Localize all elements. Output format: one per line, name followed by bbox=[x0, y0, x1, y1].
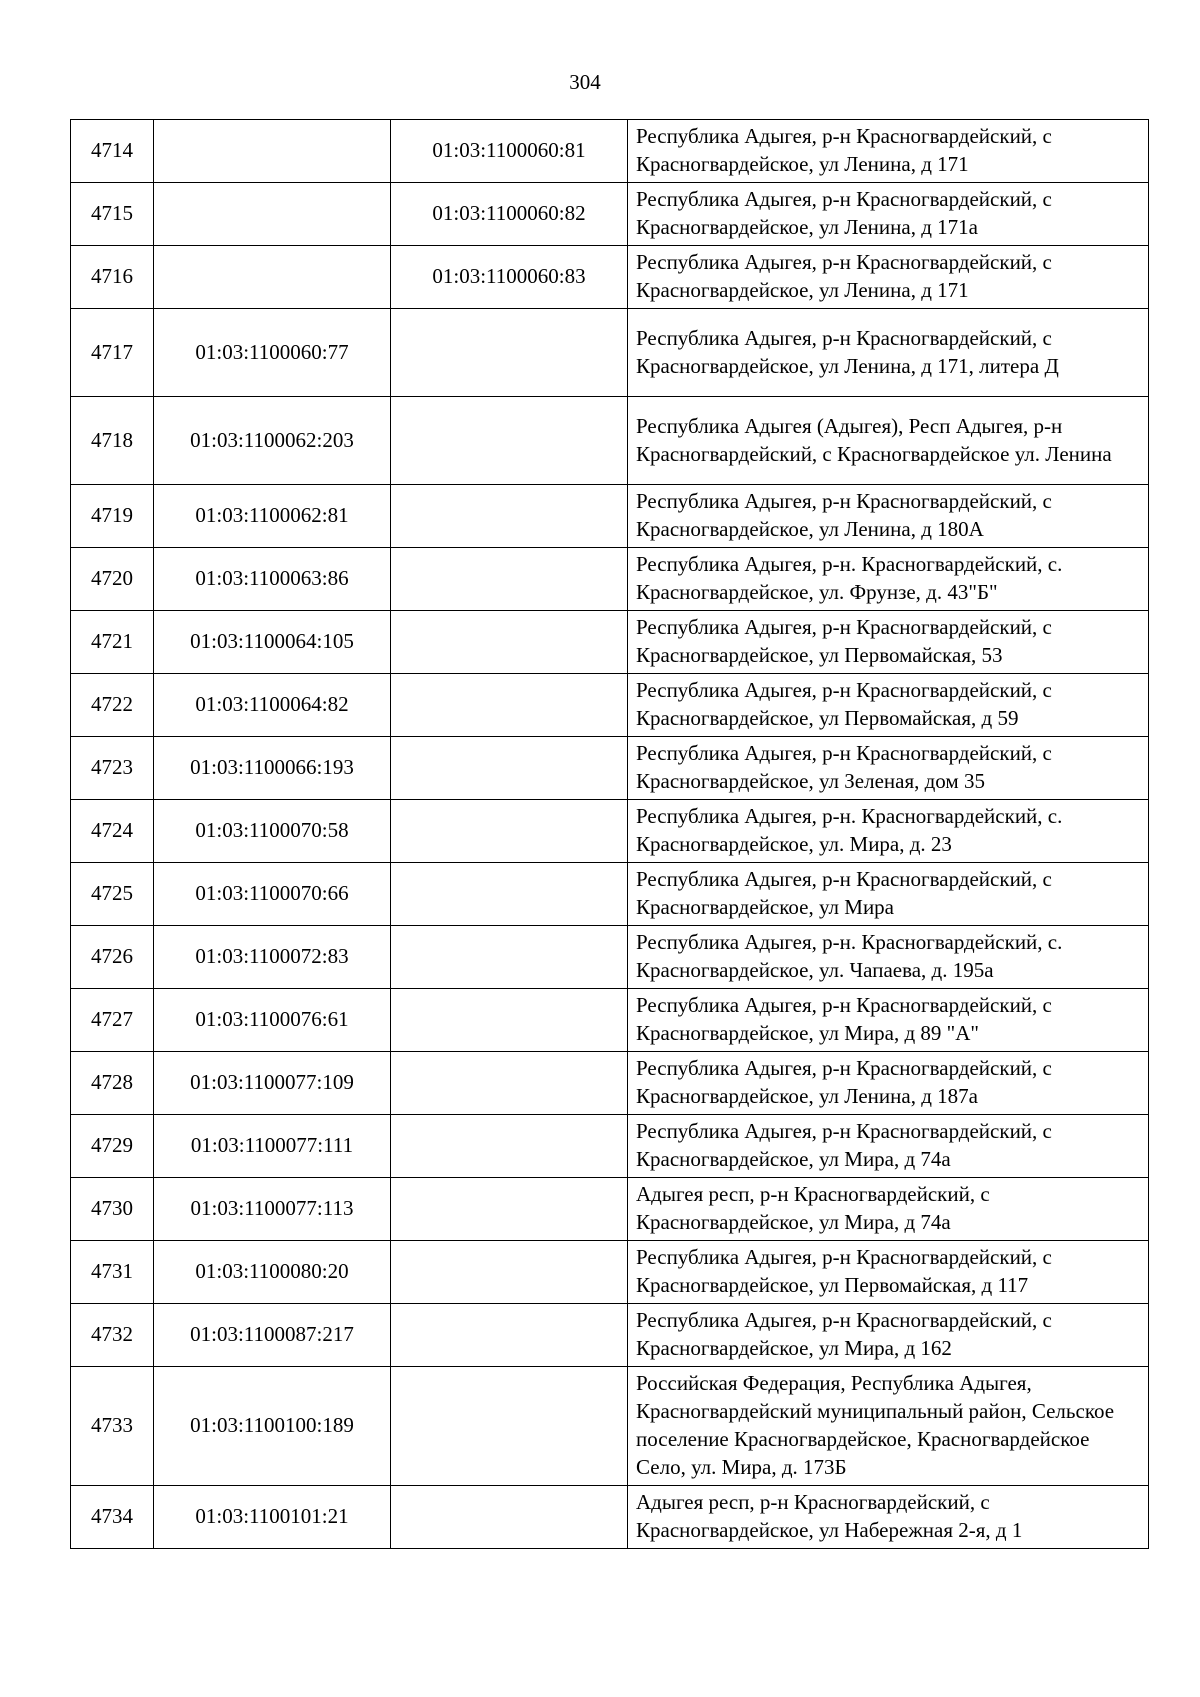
cadastral-number-cell: 01:03:1100070:58 bbox=[154, 800, 391, 863]
cadastral-number-cell: 01:03:1100080:20 bbox=[154, 1241, 391, 1304]
row-number-cell: 4720 bbox=[71, 548, 154, 611]
cadastral-number-cell: 01:03:1100077:111 bbox=[154, 1115, 391, 1178]
row-number-cell: 4717 bbox=[71, 309, 154, 397]
row-number-cell: 4732 bbox=[71, 1304, 154, 1367]
table-row bbox=[71, 1178, 1149, 1241]
building-cadastral-number-cell bbox=[391, 989, 628, 1052]
row-number-cell: 4718 bbox=[71, 397, 154, 485]
address-cell: Республика Адыгея, р-н Красногвардейский, с Красногвардейское, ул Ленина, д 171 bbox=[628, 246, 1149, 309]
row-number-cell: 4721 bbox=[71, 611, 154, 674]
row-number-cell: 4722 bbox=[71, 674, 154, 737]
table-row bbox=[71, 183, 1149, 246]
building-cadastral-number-cell bbox=[391, 611, 628, 674]
address-cell: Республика Адыгея, р-н. Красногвардейский, с. Красногвардейское, ул. Чапаева, д. 195а bbox=[628, 926, 1149, 989]
row-number-cell: 4728 bbox=[71, 1052, 154, 1115]
building-cadastral-number-cell bbox=[391, 1486, 628, 1549]
address-cell: Республика Адыгея, р-н Красногвардейский, с Красногвардейское, ул Мира, д 89 "А" bbox=[628, 989, 1149, 1052]
table-row bbox=[71, 737, 1149, 800]
table-row bbox=[71, 1115, 1149, 1178]
table-row bbox=[71, 1304, 1149, 1367]
registry-table-body bbox=[71, 120, 1149, 1549]
row-number-cell: 4716 bbox=[71, 246, 154, 309]
building-cadastral-number-cell: 01:03:1100060:82 bbox=[391, 183, 628, 246]
cadastral-number-cell: 01:03:1100062:203 bbox=[154, 397, 391, 485]
row-number-cell: 4723 bbox=[71, 737, 154, 800]
cadastral-number-cell: 01:03:1100062:81 bbox=[154, 485, 391, 548]
page-number: 304 bbox=[569, 70, 601, 94]
building-cadastral-number-cell bbox=[391, 548, 628, 611]
table-row bbox=[71, 397, 1149, 485]
address-cell: Республика Адыгея, р-н Красногвардейский, с Красногвардейское, ул Зеленая, дом 35 bbox=[628, 737, 1149, 800]
cadastral-number-cell: 01:03:1100077:113 bbox=[154, 1178, 391, 1241]
row-number-cell: 4727 bbox=[71, 989, 154, 1052]
cadastral-number-cell: 01:03:1100063:86 bbox=[154, 548, 391, 611]
building-cadastral-number-cell bbox=[391, 1115, 628, 1178]
table-row bbox=[71, 611, 1149, 674]
row-number-cell: 4734 bbox=[71, 1486, 154, 1549]
table-row bbox=[71, 309, 1149, 397]
building-cadastral-number-cell bbox=[391, 737, 628, 800]
building-cadastral-number-cell bbox=[391, 1178, 628, 1241]
table-row bbox=[71, 1052, 1149, 1115]
building-cadastral-number-cell bbox=[391, 1052, 628, 1115]
table-row bbox=[71, 1367, 1149, 1486]
row-number-cell: 4719 bbox=[71, 485, 154, 548]
table-row bbox=[71, 989, 1149, 1052]
cadastral-number-cell bbox=[154, 183, 391, 246]
row-number-cell: 4715 bbox=[71, 183, 154, 246]
table-row bbox=[71, 1486, 1149, 1549]
table-row bbox=[71, 548, 1149, 611]
address-cell: Республика Адыгея, р-н Красногвардейский, с Красногвардейское, ул Ленина, д 187а bbox=[628, 1052, 1149, 1115]
building-cadastral-number-cell: 01:03:1100060:83 bbox=[391, 246, 628, 309]
address-cell: Республика Адыгея, р-н Красногвардейский, с Красногвардейское, ул Ленина, д 171 bbox=[628, 120, 1149, 183]
cadastral-number-cell: 01:03:1100076:61 bbox=[154, 989, 391, 1052]
table-row bbox=[71, 246, 1149, 309]
address-cell: Республика Адыгея, р-н Красногвардейский, с Красногвардейское, ул Первомайская, 53 bbox=[628, 611, 1149, 674]
cadastral-number-cell: 01:03:1100101:21 bbox=[154, 1486, 391, 1549]
registry-table bbox=[70, 119, 1149, 1549]
address-cell: Республика Адыгея, р-н. Красногвардейский, с. Красногвардейское, ул. Фрунзе, д. 43"Б" bbox=[628, 548, 1149, 611]
row-number-cell: 4725 bbox=[71, 863, 154, 926]
cadastral-number-cell: 01:03:1100072:83 bbox=[154, 926, 391, 989]
building-cadastral-number-cell bbox=[391, 926, 628, 989]
cadastral-number-cell: 01:03:1100070:66 bbox=[154, 863, 391, 926]
row-number-cell: 4729 bbox=[71, 1115, 154, 1178]
address-cell: Адыгея респ, р-н Красногвардейский, с Красногвардейское, ул Набережная 2-я, д 1 bbox=[628, 1486, 1149, 1549]
table-row bbox=[71, 863, 1149, 926]
address-cell: Республика Адыгея, р-н. Красногвардейский, с. Красногвардейское, ул. Мира, д. 23 bbox=[628, 800, 1149, 863]
cadastral-number-cell: 01:03:1100064:105 bbox=[154, 611, 391, 674]
row-number-cell: 4724 bbox=[71, 800, 154, 863]
cadastral-number-cell: 01:03:1100100:189 bbox=[154, 1367, 391, 1486]
address-cell: Республика Адыгея, р-н Красногвардейский, с Красногвардейское, ул Ленина, д 180А bbox=[628, 485, 1149, 548]
address-cell: Республика Адыгея, р-н Красногвардейский, с Красногвардейское, ул Мира, д 162 bbox=[628, 1304, 1149, 1367]
address-cell: Адыгея респ, р-н Красногвардейский, с Красногвардейское, ул Мира, д 74а bbox=[628, 1178, 1149, 1241]
row-number-cell: 4731 bbox=[71, 1241, 154, 1304]
row-number-cell: 4726 bbox=[71, 926, 154, 989]
building-cadastral-number-cell bbox=[391, 485, 628, 548]
address-cell: Республика Адыгея, р-н Красногвардейский, с Красногвардейское, ул Мира, д 74а bbox=[628, 1115, 1149, 1178]
building-cadastral-number-cell bbox=[391, 1241, 628, 1304]
table-row bbox=[71, 1241, 1149, 1304]
address-cell: Республика Адыгея, р-н Красногвардейский, с Красногвардейское, ул Мира bbox=[628, 863, 1149, 926]
address-cell: Республика Адыгея, р-н Красногвардейский, с Красногвардейское, ул Первомайская, д 117 bbox=[628, 1241, 1149, 1304]
table-row bbox=[71, 120, 1149, 183]
building-cadastral-number-cell bbox=[391, 674, 628, 737]
building-cadastral-number-cell bbox=[391, 397, 628, 485]
building-cadastral-number-cell: 01:03:1100060:81 bbox=[391, 120, 628, 183]
address-cell: Республика Адыгея, р-н Красногвардейский, с Красногвардейское, ул Первомайская, д 59 bbox=[628, 674, 1149, 737]
table-row bbox=[71, 674, 1149, 737]
building-cadastral-number-cell bbox=[391, 1367, 628, 1486]
cadastral-number-cell bbox=[154, 246, 391, 309]
building-cadastral-number-cell bbox=[391, 1304, 628, 1367]
table-row bbox=[71, 800, 1149, 863]
address-cell: Республика Адыгея, р-н Красногвардейский, с Красногвардейское, ул Ленина, д 171а bbox=[628, 183, 1149, 246]
address-cell: Республика Адыгея (Адыгея), Респ Адыгея, р-н Красногвардейский, с Красногвардейское ул. Ленина bbox=[628, 397, 1149, 485]
cadastral-number-cell: 01:03:1100066:193 bbox=[154, 737, 391, 800]
building-cadastral-number-cell bbox=[391, 309, 628, 397]
row-number-cell: 4730 bbox=[71, 1178, 154, 1241]
row-number-cell: 4733 bbox=[71, 1367, 154, 1486]
building-cadastral-number-cell bbox=[391, 863, 628, 926]
cadastral-number-cell bbox=[154, 120, 391, 183]
cadastral-number-cell: 01:03:1100087:217 bbox=[154, 1304, 391, 1367]
row-number-cell: 4714 bbox=[71, 120, 154, 183]
cadastral-number-cell: 01:03:1100060:77 bbox=[154, 309, 391, 397]
address-cell: Российская Федерация, Республика Адыгея, Красногвардейский муниципальный район, Сельское поселение Красногвардейское, Красногвардейское Село, ул. Мира, д. 173Б bbox=[628, 1367, 1149, 1486]
cadastral-number-cell: 01:03:1100064:82 bbox=[154, 674, 391, 737]
cadastral-number-cell: 01:03:1100077:109 bbox=[154, 1052, 391, 1115]
building-cadastral-number-cell bbox=[391, 800, 628, 863]
address-cell: Республика Адыгея, р-н Красногвардейский, с Красногвардейское, ул Ленина, д 171, литера Д bbox=[628, 309, 1149, 397]
table-row bbox=[71, 926, 1149, 989]
table-row bbox=[71, 485, 1149, 548]
